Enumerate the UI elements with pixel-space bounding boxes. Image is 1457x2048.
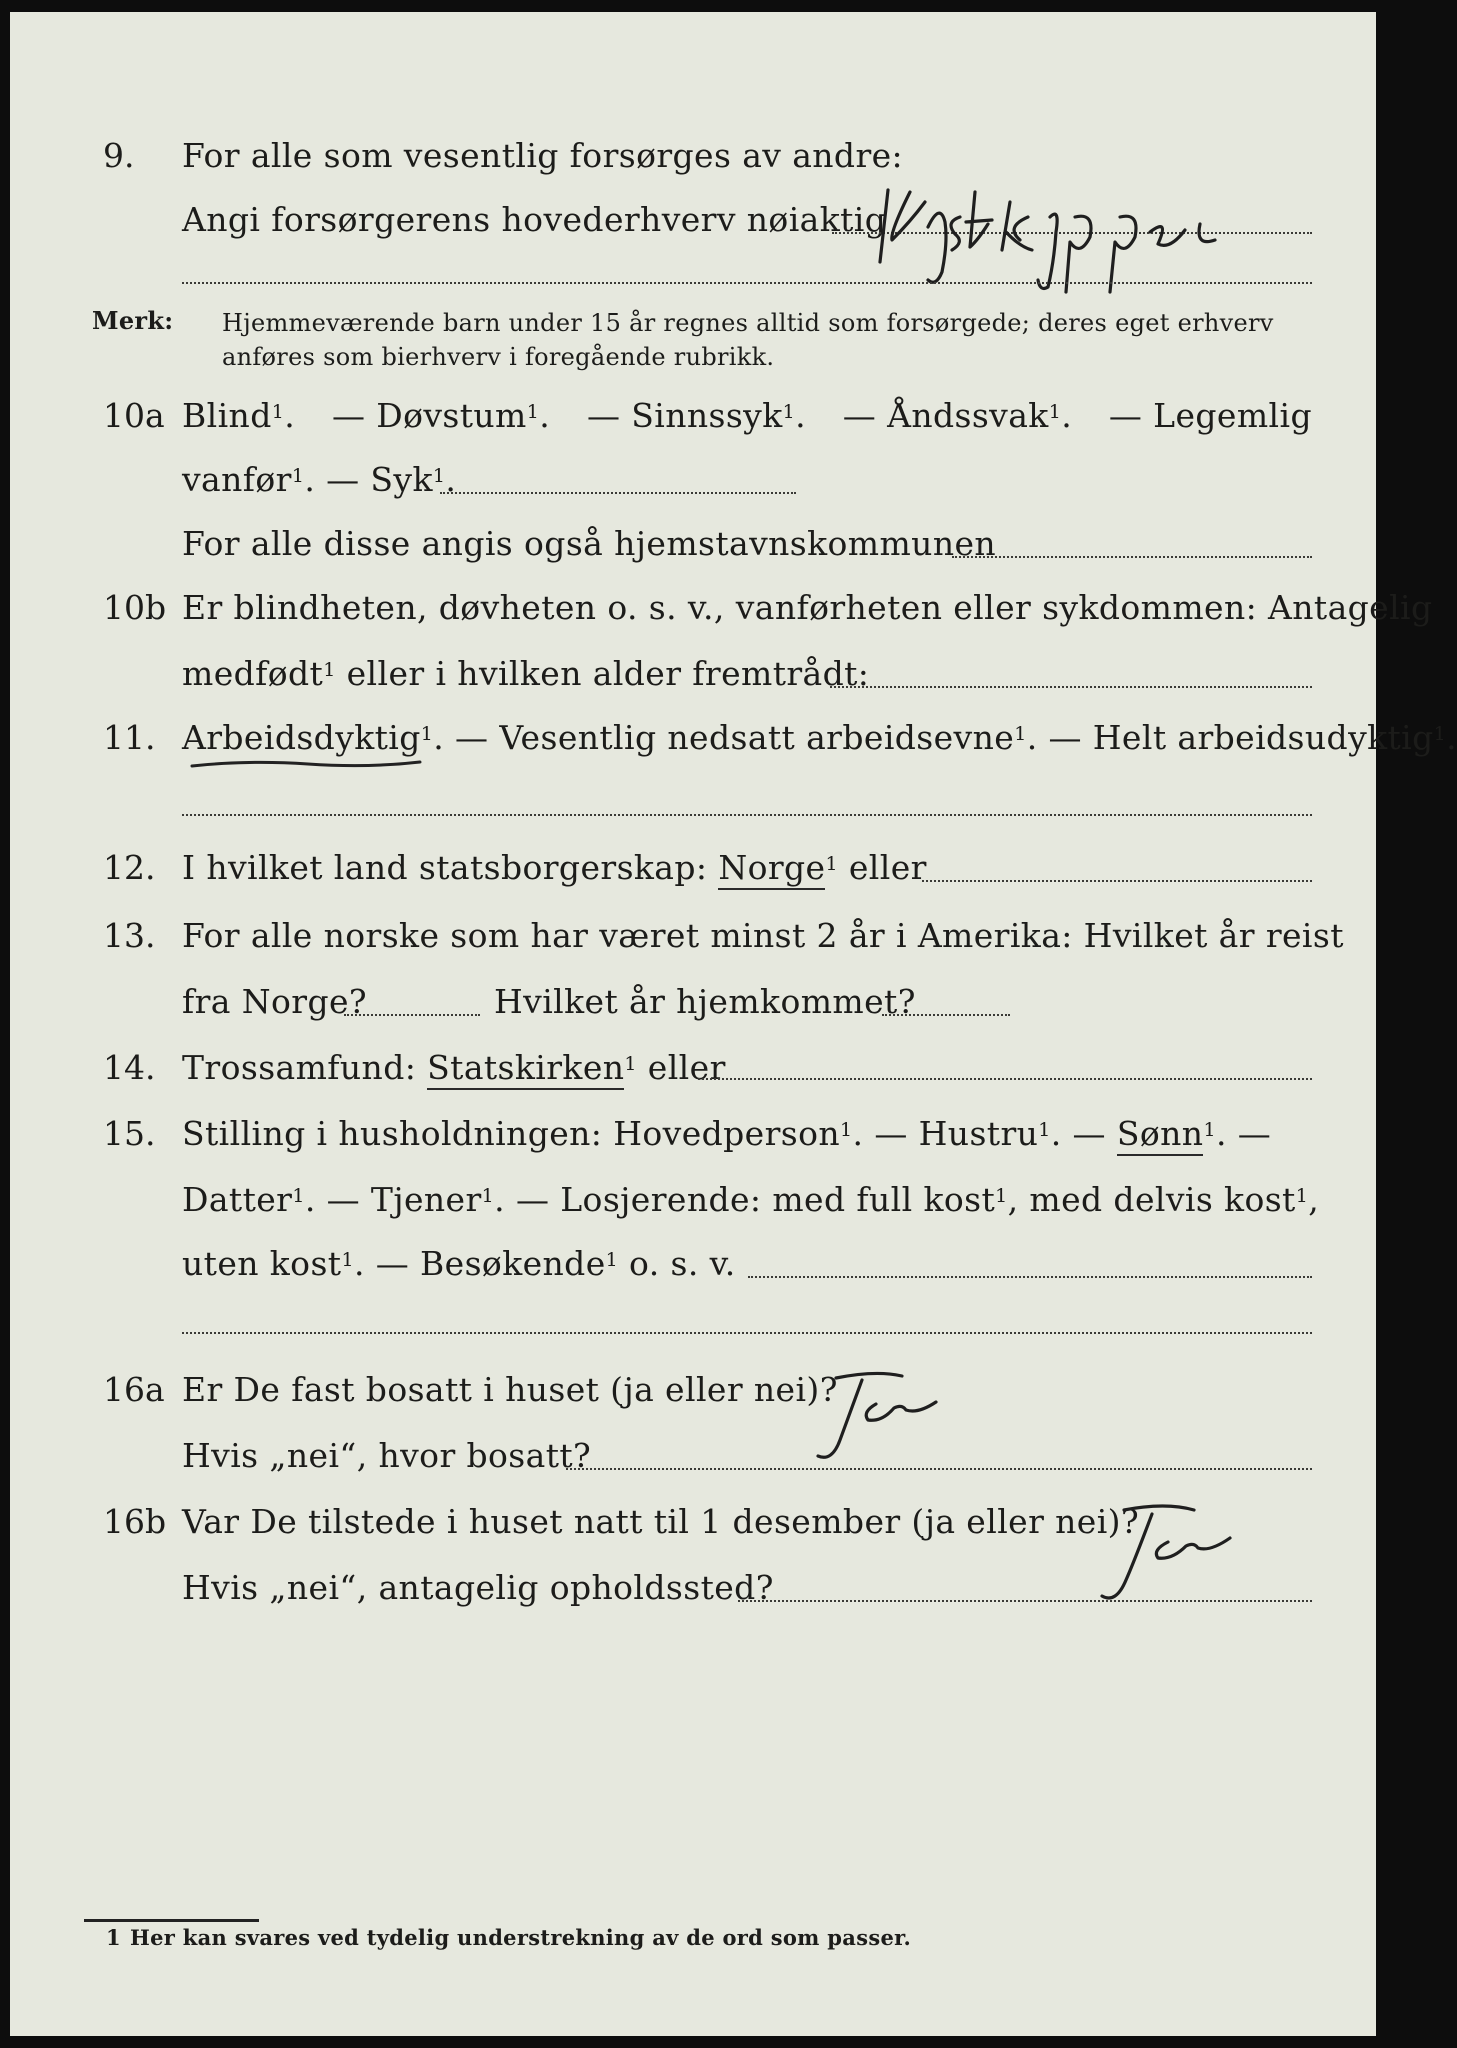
q10a-syk-line [440, 492, 796, 494]
q11-nedsatt: . — Vesentlig nedsatt arbeidsevne [433, 718, 1015, 757]
q10a-hjemstavn-line [952, 556, 1312, 558]
footnote-rule [84, 1919, 259, 1922]
q15-hovedperson: Stilling i husholdningen: Hovedperson [182, 1114, 841, 1153]
q10b-line1: Er blindheten, døvheten o. s. v., vanførheten eller sykdommen: Antagelig [182, 588, 1433, 627]
q15-number: 15. [103, 1114, 156, 1153]
q10a-vanfor: vanfør [182, 460, 292, 499]
q13-number: 13. [103, 916, 156, 955]
q14-statskirken: Statskirken [427, 1048, 624, 1090]
q15-besokende: . — Besøkende [353, 1244, 606, 1283]
q15-full-kost: . — Losjerende: med full kost [494, 1180, 996, 1219]
q15-separator [182, 1332, 1312, 1334]
q10a-line2: vanfør$^1$. — Syk$^1$. [182, 460, 457, 499]
q14-line: Trossamfund: Statskirken$^1$ eller [182, 1048, 726, 1088]
q10b-medfodt: medfødt [182, 654, 324, 693]
q13-hjemkommet-line [882, 1014, 1010, 1016]
q11-line: Arbeidsdyktig$^1$. — Vesentlig nedsatt arbeidsevne$^1$. — Helt arbeidsudyktig$^1$. [182, 718, 1457, 757]
q14-number: 14. [103, 1048, 156, 1087]
q12-line: I hvilket land statsborgerskap: Norge$^1$ eller [182, 848, 927, 888]
q16a-line1: Er De fast bosatt i huset (ja eller nei)? [182, 1370, 838, 1409]
q15-uten-kost: uten kost [182, 1244, 342, 1283]
q16a-number: 16a [103, 1370, 165, 1409]
q10b-alder: eller i hvilken alder fremtrådt: [346, 654, 870, 693]
q15-line3: uten kost$^1$. — Besøkende$^1$ o. s. v. [182, 1244, 736, 1283]
q10a-number: 10a [103, 396, 165, 435]
q16b-number: 16b [103, 1502, 167, 1541]
q11-arbeidsdyktig: Arbeidsdyktig [182, 718, 421, 757]
q9-line1: For alle som vesentlig forsørges av andre: [182, 136, 904, 175]
q14-trossamfund: Trossamfund: [182, 1048, 417, 1087]
merk-line2: anføres som bierhverv i foregående rubrikk. [222, 343, 775, 371]
q10a-syk: — Syk [326, 460, 433, 499]
q15-delvis-kost: , med delvis kost [1007, 1180, 1296, 1219]
q16b-line2: Hvis „nei“, antagelig opholdssted? [182, 1568, 774, 1607]
q10a-sinnssyk: — Sinnssyk [586, 396, 783, 435]
footnote-text: Her kan svares ved tydelig understrekning av de ord som passer. [130, 1925, 912, 1950]
q14-eller: eller [647, 1048, 726, 1087]
q10b-line2: medfødt$^1$ eller i hvilken alder fremtrådt: [182, 654, 870, 693]
q15-line2: Datter$^1$. — Tjener$^1$. — Losjerende: med full kost$^1$, med delvis kost$^1$, [182, 1180, 1320, 1219]
footnote-mark: 1 [106, 1925, 121, 1950]
q9-line2: Angi forsørgerens hovederhverv nøiaktig [182, 200, 887, 239]
q11-separator [182, 814, 1312, 816]
q12-norge: Norge [718, 848, 825, 890]
q9-handwritten-answer [870, 162, 1330, 292]
q14-answer-line [698, 1078, 1312, 1080]
q12-question: I hvilket land statsborgerskap: [182, 848, 708, 887]
q11-udyktig: . — Helt arbeidsudyktig [1026, 718, 1434, 757]
q10a-dovstum: — Døvstum [331, 396, 527, 435]
q15-dash1: . — [1050, 1114, 1106, 1153]
q16b-answer-line [738, 1600, 1312, 1602]
q16b-line1: Var De tilstede i huset natt til 1 desember (ja eller nei)? [182, 1502, 1140, 1541]
q11-number: 11. [103, 718, 156, 757]
q15-sonn: Sønn [1117, 1114, 1204, 1156]
q12-eller: eller [848, 848, 927, 887]
q13-line1: For alle norske som har været minst 2 år i Amerika: Hvilket år reist [182, 916, 1344, 955]
q13-line2a: fra Norge? [182, 982, 368, 1021]
q15-hustru: . — Hustru [852, 1114, 1039, 1153]
q9-number: 9. [103, 136, 135, 175]
q12-number: 12. [103, 848, 156, 887]
q13-line2b: Hvilket år hjemkommet? [494, 982, 916, 1021]
q15-line1: Stilling i husholdningen: Hovedperson$^1$. — Hustru$^1$. — Sønn$^1$. — [182, 1114, 1271, 1154]
q15-tjener: . — Tjener [304, 1180, 482, 1219]
q10a-legemlig: — Legemlig [1108, 396, 1312, 435]
q10a-line3: For alle disse angis også hjemstavnskommunen [182, 524, 997, 563]
q13-reist-line [344, 1014, 480, 1016]
q15-datter: Datter [182, 1180, 293, 1219]
q10b-answer-line [830, 686, 1312, 688]
q11-handwritten-underline [188, 756, 428, 778]
q10a-andssvak: — Åndssvak [842, 396, 1049, 435]
q16a-answer-line [566, 1468, 1312, 1470]
q15-osv: o. s. v. [629, 1244, 736, 1283]
q15-answer-line [748, 1276, 1312, 1278]
merk-label: Merk: [92, 306, 174, 335]
q16b-handwritten-answer [1090, 1496, 1280, 1616]
q9-separator [182, 282, 1312, 284]
footnote [106, 1925, 912, 1950]
q15-dash2: . — [1215, 1114, 1272, 1153]
merk-line1: Hjemmeværende barn under 15 år regnes alltid som forsørgede; deres eget erhverv [222, 309, 1274, 337]
q16a-line2: Hvis „nei“, hvor bosatt? [182, 1436, 592, 1475]
q12-answer-line [922, 880, 1312, 882]
census-form-page [10, 12, 1457, 2036]
q10b-number: 10b [103, 588, 167, 627]
q10a-blind: Blind [182, 396, 272, 435]
q16a-handwritten-answer [806, 1364, 976, 1474]
q10a-line1: Blind$^1$. — Døvstum$^1$. — Sinnssyk$^1$. — Åndssvak$^1$. — Legemlig [182, 396, 1312, 435]
